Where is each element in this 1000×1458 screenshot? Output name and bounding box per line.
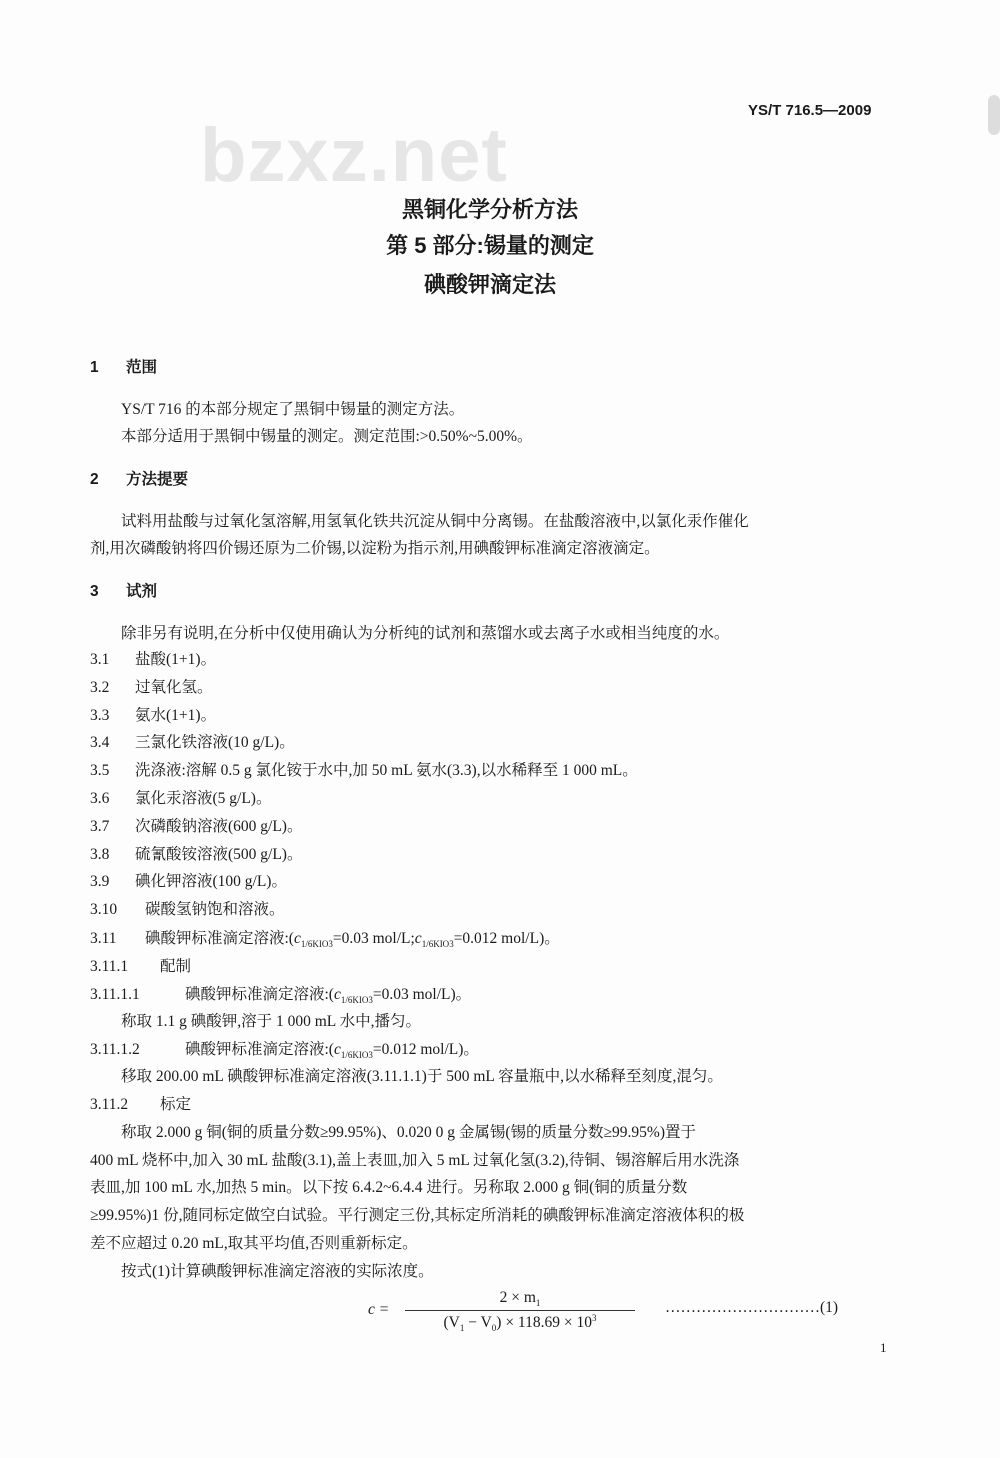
symbol: c: [414, 930, 422, 947]
item-number: 3.8: [90, 845, 110, 863]
item-number: 3.11.1: [90, 958, 129, 975]
equation-number: …………………………(1): [665, 1299, 839, 1316]
scrollbar[interactable]: [988, 95, 1000, 135]
reagent-item: [90, 650, 216, 670]
denominator: [405, 1311, 635, 1333]
item-number: 3.11.1.1: [90, 986, 140, 1003]
section-number: 3: [90, 583, 99, 600]
paragraph-line: 按式(1)计算碘酸钾标准滴定溶液的实际浓度。: [121, 1263, 434, 1280]
doc-title: 黑铜化学分析方法: [401, 197, 578, 222]
item-number: 3.4: [90, 734, 110, 752]
subscript: 3: [368, 995, 373, 1006]
page-number: 1: [880, 1340, 887, 1355]
standard-number: YS/T 716.5—2009: [748, 102, 872, 119]
reagent-item: [90, 733, 295, 753]
item-number: 3.11.2: [90, 1096, 129, 1113]
paragraph-line: 本部分适用于黑铜中锡量的测定。测定范围:>0.50%~5.00%。: [121, 428, 533, 445]
section-2-heading: [90, 470, 188, 490]
item-text: 硫氰酸铵溶液(500 g/L)。: [135, 845, 303, 863]
item-text: 洗涤液:溶解 0.5 g 氯化铵于水中,加 50 mL 氨水(3.3),以水稀释至 1 000 mL。: [135, 762, 638, 780]
reagent-item: [90, 706, 216, 726]
item-number: 3.6: [90, 790, 110, 807]
reagent-item: [90, 872, 287, 892]
paragraph-line: 称取 2.000 g 铜(铜的质量分数≥99.95%)、0.020 0 g 金属锡(锡的质量分数≥99.95%)置于: [121, 1124, 696, 1141]
item-number: 3.7: [90, 817, 110, 835]
symbol: c: [333, 1041, 341, 1058]
paragraph-line: 表皿,加 100 mL 水,加热 5 min。以下按 6.4.2~6.4.4 进行。另称取 2.000 g 铜(铜的质量分数: [90, 1179, 688, 1196]
paragraph-line: YS/T 716 的本部分规定了黑铜中锡量的测定方法。: [121, 401, 465, 418]
item-text: =0.012 mol/L)。: [453, 930, 560, 947]
subsection-3-11-1-2: [90, 1040, 479, 1060]
item-text: =0.03 mol/L;: [332, 930, 415, 947]
subscript: 1/6KIO: [340, 1050, 369, 1061]
item-text: 碘酸钾标准滴定溶液:(: [185, 986, 334, 1003]
numerator: [405, 1288, 635, 1311]
reagent-item: [90, 761, 638, 781]
item-text: 三氯化铁溶液(10 g/L)。: [135, 734, 295, 752]
section-title: 范围: [126, 359, 158, 376]
subscript: 3: [368, 1050, 373, 1061]
subsection-3-11-2: [90, 1095, 191, 1115]
reagent-item: [90, 817, 302, 837]
item-text: 碘酸钾标准滴定溶液:(: [185, 1041, 334, 1058]
reagent-item: [90, 845, 302, 865]
watermark: bzxz.net: [200, 113, 508, 198]
paragraph-line: 试料用盐酸与过氧化氢溶解,用氢氧化铁共沉淀从铜中分离锡。在盐酸溶液中,以氯化汞作催化: [121, 513, 749, 530]
reagent-item: [90, 900, 285, 920]
den-text: (V: [443, 1314, 460, 1331]
subscript: 1/6KIO: [300, 939, 329, 950]
item-text: 配制: [160, 958, 192, 975]
item-text: =0.012 mol/L)。: [372, 1041, 479, 1058]
item-number: 3.10: [90, 901, 118, 919]
item-text: 标定: [160, 1096, 192, 1113]
paragraph-line: 称取 1.1 g 碘酸钾,溶于 1 000 mL 水中,播匀。: [121, 1013, 421, 1030]
item-text: 次磷酸钠溶液(600 g/L)。: [135, 817, 303, 835]
section-title: 试剂: [126, 583, 158, 600]
den-text: − V: [464, 1314, 492, 1331]
paragraph-line: 差不应超过 0.20 mL,取其平均值,否则重新标定。: [90, 1235, 418, 1252]
item-text: 碘酸钾标准滴定溶液:(: [145, 930, 294, 947]
paragraph-line: ≥99.95%)1 份,随同标定做空白试验。平行测定三份,其标定所消耗的碘酸钾标准滴定溶液体积的极: [90, 1207, 745, 1224]
subsection-3-11-1: [90, 957, 191, 977]
subscript: 1: [459, 1323, 465, 1334]
reagent-3-11: [90, 929, 560, 949]
item-number: 3.9: [90, 873, 110, 891]
subscript: 0: [491, 1323, 497, 1334]
section-3-heading: [90, 582, 157, 602]
subscript: 1: [535, 1298, 541, 1309]
subscript: 3: [449, 939, 454, 950]
item-number: 3.2: [90, 678, 110, 696]
formula-symbol: c =: [368, 1301, 390, 1318]
reagent-item: [90, 789, 271, 809]
item-number: 3.5: [90, 762, 110, 780]
item-text: 碳酸氢钠饱和溶液。: [145, 901, 285, 919]
section-title: 方法提要: [126, 471, 189, 488]
item-text: 盐酸(1+1)。: [135, 651, 217, 668]
item-text: 碘化钾溶液(100 g/L)。: [135, 873, 287, 891]
subscript: 1/6KIO: [340, 995, 369, 1006]
paragraph-line: 移取 200.00 mL 碘酸钾标准滴定溶液(3.11.1.1)于 500 mL 容量瓶中,以水稀释至刻度,混匀。: [121, 1068, 723, 1085]
paragraph-line: 除非另有说明,在分析中仅使用确认为分析纯的试剂和蒸馏水或去离子水或相当纯度的水。: [121, 625, 730, 642]
item-text: =0.03 mol/L)。: [372, 986, 472, 1003]
symbol: c: [333, 986, 341, 1003]
section-1-heading: [90, 358, 157, 378]
symbol: c: [293, 930, 301, 947]
subsection-3-11-1-1: [90, 985, 471, 1005]
item-number: 3.1: [90, 651, 110, 668]
subscript: 3: [328, 939, 333, 950]
formula-lhs: [368, 1300, 389, 1320]
item-number: 3.11: [90, 930, 117, 947]
item-text: 过氧化氢。: [135, 678, 213, 696]
doc-subtitle: 第 5 部分:锡量的测定: [386, 233, 594, 258]
item-number: 3.3: [90, 706, 110, 724]
numerator-text: 2 × m: [499, 1289, 536, 1306]
paragraph-line: 剂,用次磷酸钠将四价锡还原为二价锡,以淀粉为指示剂,用碘酸钾标准滴定溶液滴定。: [90, 540, 660, 557]
doc-method: 碘酸钾滴定法: [423, 272, 556, 297]
den-text: ) × 118.69 × 10: [496, 1314, 592, 1331]
section-number: 1: [90, 359, 99, 376]
item-text: 氯化汞溶液(5 g/L)。: [135, 790, 272, 807]
item-text: 氨水(1+1)。: [135, 706, 217, 724]
reagent-item: [90, 678, 213, 698]
section-number: 2: [90, 471, 99, 488]
paragraph-line: 400 mL 烧杯中,加入 30 mL 盐酸(3.1),盖上表皿,加入 5 mL 过氧化氢(3.2),待铜、锡溶解后用水洗涤: [90, 1152, 740, 1169]
superscript: 3: [591, 1312, 597, 1323]
item-number: 3.11.1.2: [90, 1041, 140, 1058]
formula-fraction: [405, 1288, 635, 1333]
subscript: 1/6KIO: [421, 939, 450, 950]
